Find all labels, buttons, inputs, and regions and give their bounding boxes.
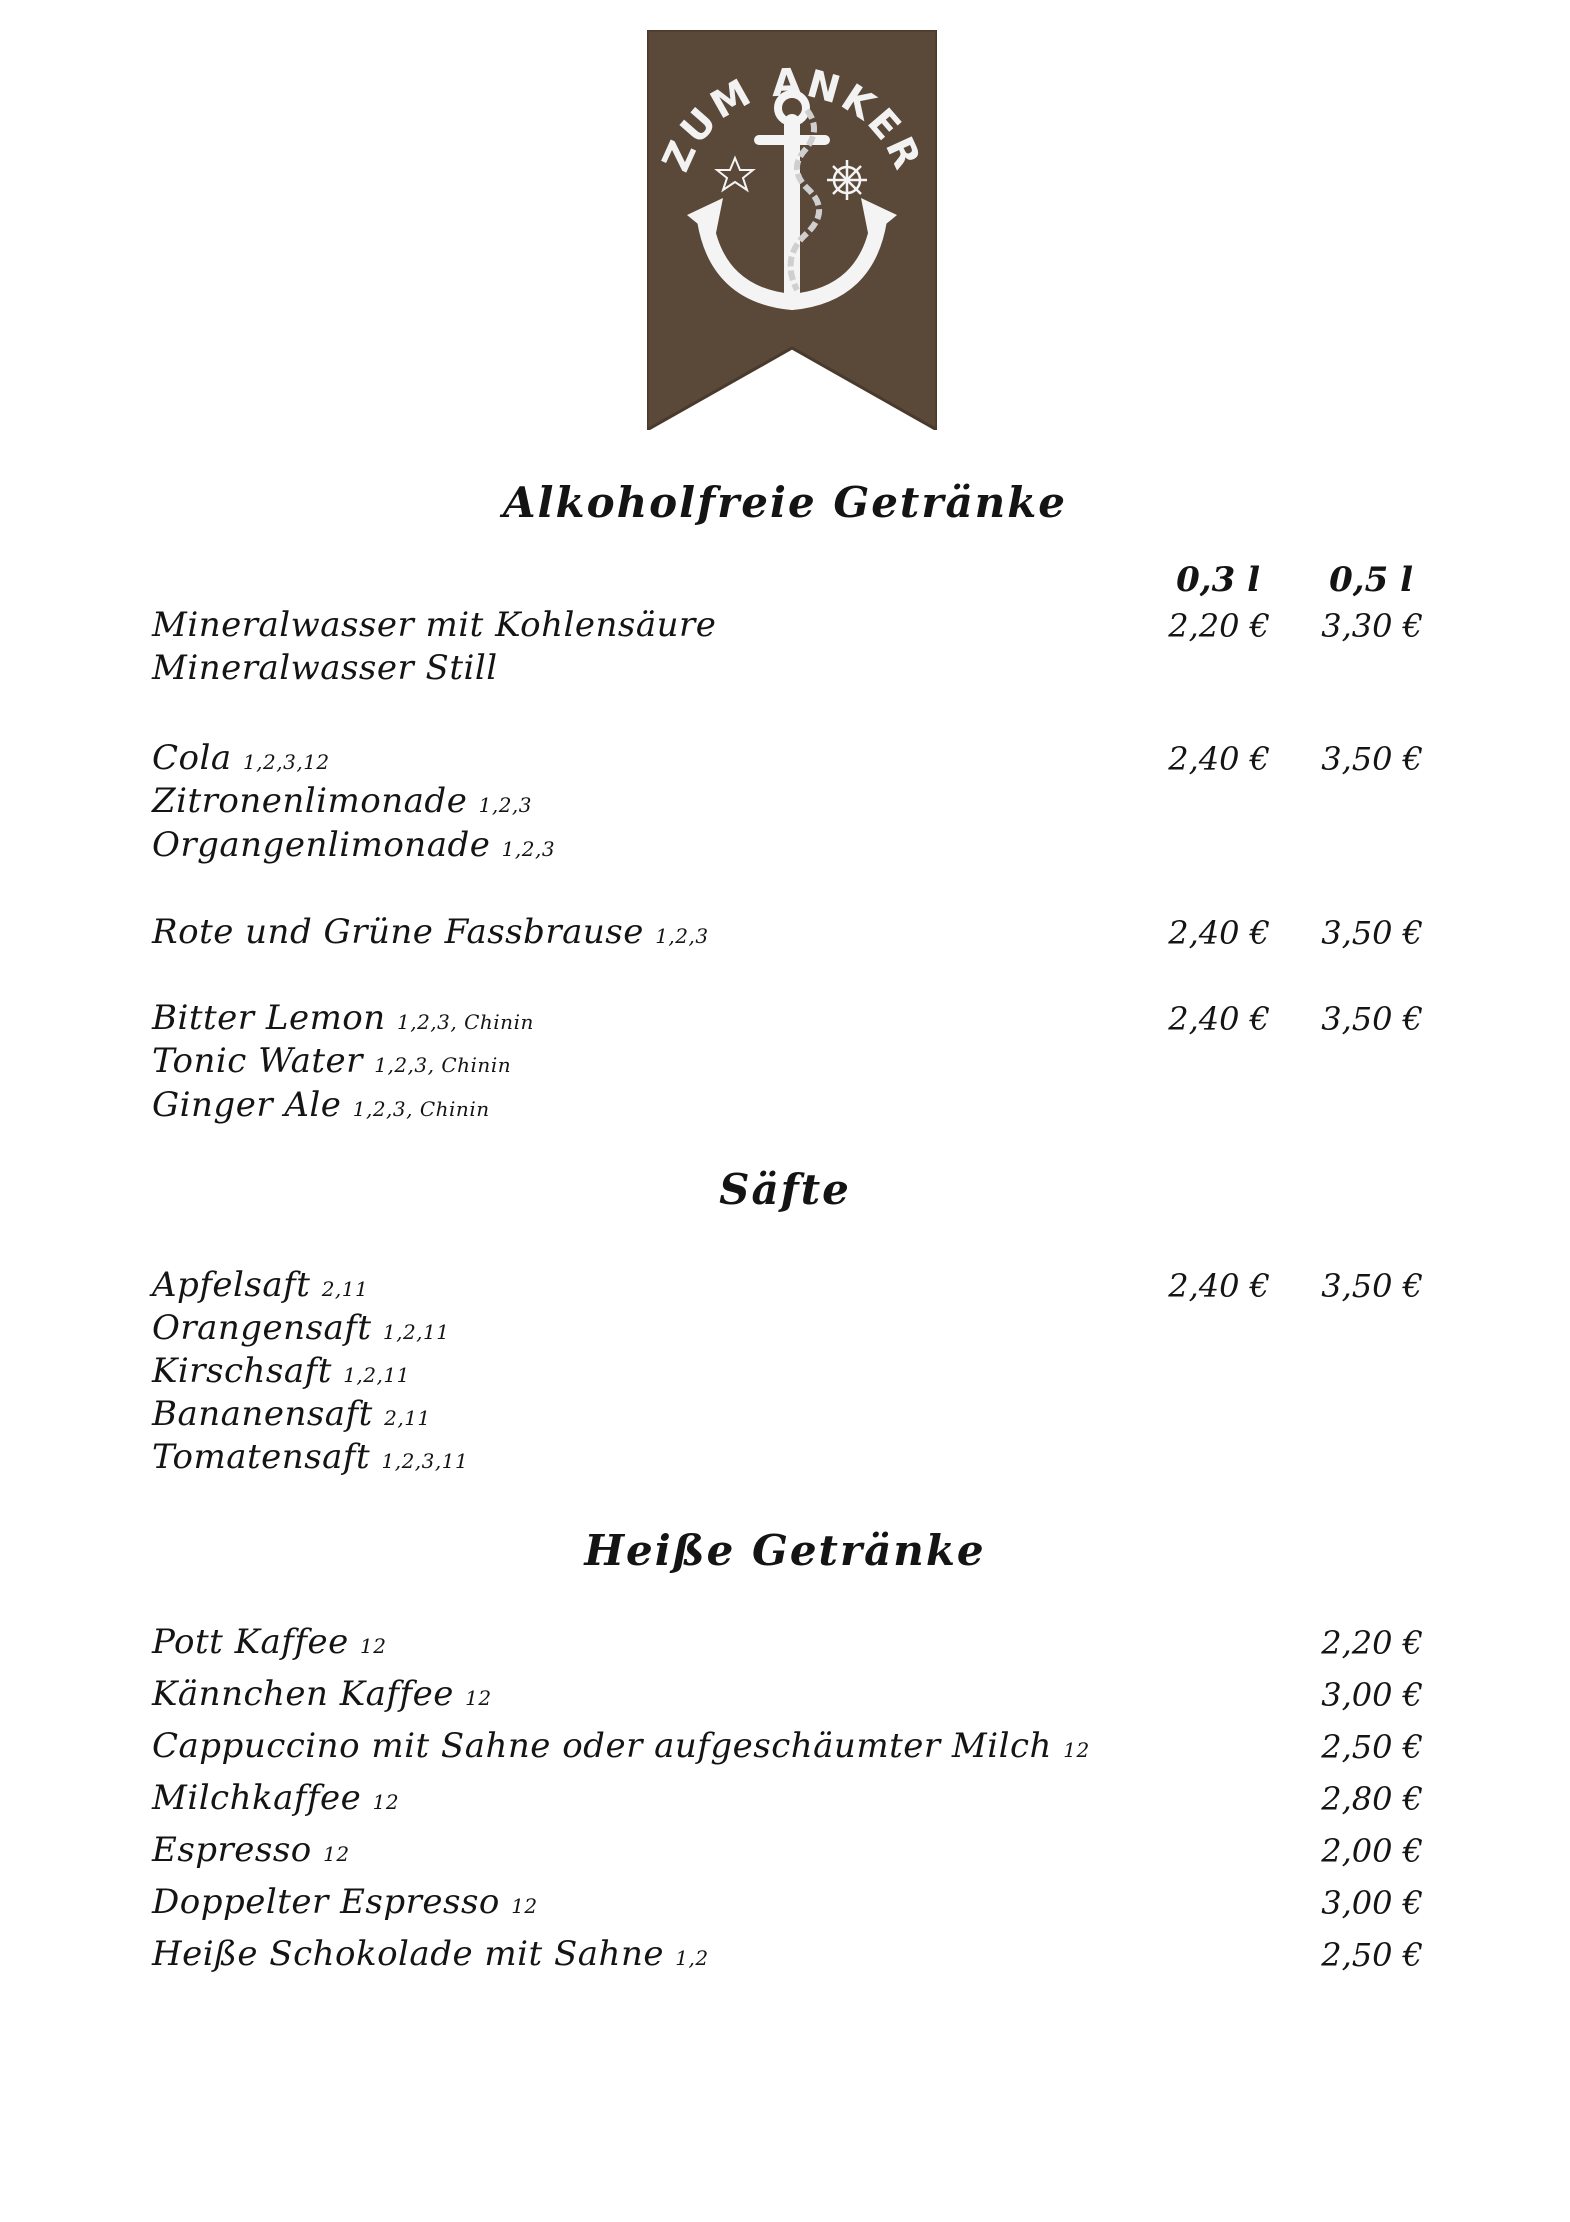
item-note: 1,2,11 <box>343 1363 410 1387</box>
item-note: 1,2,11 <box>382 1320 450 1344</box>
menu-item: Milchkaffee 12 <box>152 1778 400 1818</box>
price-0-5: 3,50 € <box>1321 914 1423 952</box>
price: 2,50 € <box>1321 1728 1423 1766</box>
menu-item: Bananensaft 2,11 <box>152 1394 431 1434</box>
price-0-3: 2,40 € <box>1168 740 1270 778</box>
item-note: 12 <box>511 1894 538 1918</box>
price: 2,00 € <box>1321 1832 1423 1870</box>
price-0-5: 3,30 € <box>1321 607 1423 645</box>
menu-item: Tonic Water 1,2,3, Chinin <box>152 1041 512 1081</box>
item-note: 1,2,3 <box>655 924 709 948</box>
price-0-5: 3,50 € <box>1321 1000 1423 1038</box>
item-note: 1,2,3 <box>501 837 556 861</box>
item-note: 1,2,3,11 <box>381 1449 469 1473</box>
item-note: 2,11 <box>321 1277 369 1301</box>
price: 2,80 € <box>1321 1780 1423 1818</box>
price-0-3: 2,40 € <box>1168 1000 1270 1038</box>
menu-item: Ginger Ale 1,2,3, Chinin <box>152 1085 490 1125</box>
price-0-5: 3,50 € <box>1321 1267 1423 1305</box>
price-0-5: 3,50 € <box>1321 740 1423 778</box>
menu-item: Organgenlimonade 1,2,3 <box>152 825 556 865</box>
section-title-saefte: Säfte <box>719 1165 851 1214</box>
section-title-alkoholfrei: Alkoholfreie Getränke <box>502 478 1068 527</box>
logo-text: ZUM ANKER <box>653 60 931 178</box>
item-note: 12 <box>323 1842 350 1866</box>
price: 2,20 € <box>1321 1624 1423 1662</box>
menu-item: Mineralwasser Still <box>152 648 498 688</box>
zum-anker-logo <box>647 30 937 430</box>
menu-item: Tomatensaft 1,2,3,11 <box>152 1437 469 1477</box>
menu-item: Doppelter Espresso 12 <box>152 1882 538 1922</box>
item-note: 1,2,3 <box>478 793 533 817</box>
menu-item: Rote und Grüne Fassbrause 1,2,3 <box>152 912 709 952</box>
item-note: 1,2 <box>675 1946 709 1970</box>
item-note: 12 <box>465 1686 492 1710</box>
price-0-3: 2,40 € <box>1168 914 1270 952</box>
menu-item: Zitronenlimonade 1,2,3 <box>152 781 533 821</box>
menu-item: Heiße Schokolade mit Sahne 1,2 <box>152 1934 709 1974</box>
col-header-0-5: 0,5 l <box>1329 560 1413 600</box>
section-title-heiss: Heiße Getränke <box>584 1526 986 1575</box>
price: 2,50 € <box>1321 1936 1423 1974</box>
item-note: 1,2,3,12 <box>242 750 330 774</box>
item-note: 12 <box>1063 1738 1090 1762</box>
menu-item: Cappuccino mit Sahne oder aufgeschäumter Milch 12 <box>152 1726 1090 1766</box>
price-0-3: 2,20 € <box>1168 607 1270 645</box>
menu-item: Mineralwasser mit Kohlensäure <box>152 605 717 645</box>
menu-item: Orangensaft 1,2,11 <box>152 1308 450 1348</box>
item-note: 12 <box>360 1634 387 1658</box>
item-note: 1,2,3, Chinin <box>374 1053 512 1077</box>
menu-item: Cola 1,2,3,12 <box>152 738 330 778</box>
menu-item: Bitter Lemon 1,2,3, Chinin <box>152 998 534 1038</box>
col-header-0-3: 0,3 l <box>1176 560 1260 600</box>
menu-item: Kirschsaft 1,2,11 <box>152 1351 410 1391</box>
menu-item: Apfelsaft 2,11 <box>152 1265 369 1305</box>
price: 3,00 € <box>1321 1884 1423 1922</box>
menu-item: Pott Kaffee 12 <box>152 1622 387 1662</box>
menu-item: Espresso 12 <box>152 1830 350 1870</box>
item-note: 1,2,3, Chinin <box>397 1010 534 1034</box>
item-note: 2,11 <box>384 1406 431 1430</box>
price: 3,00 € <box>1321 1676 1423 1714</box>
item-note: 1,2,3, Chinin <box>352 1097 490 1121</box>
menu-item: Kännchen Kaffee 12 <box>152 1674 492 1714</box>
item-note: 12 <box>372 1790 400 1814</box>
price-0-3: 2,40 € <box>1168 1267 1270 1305</box>
